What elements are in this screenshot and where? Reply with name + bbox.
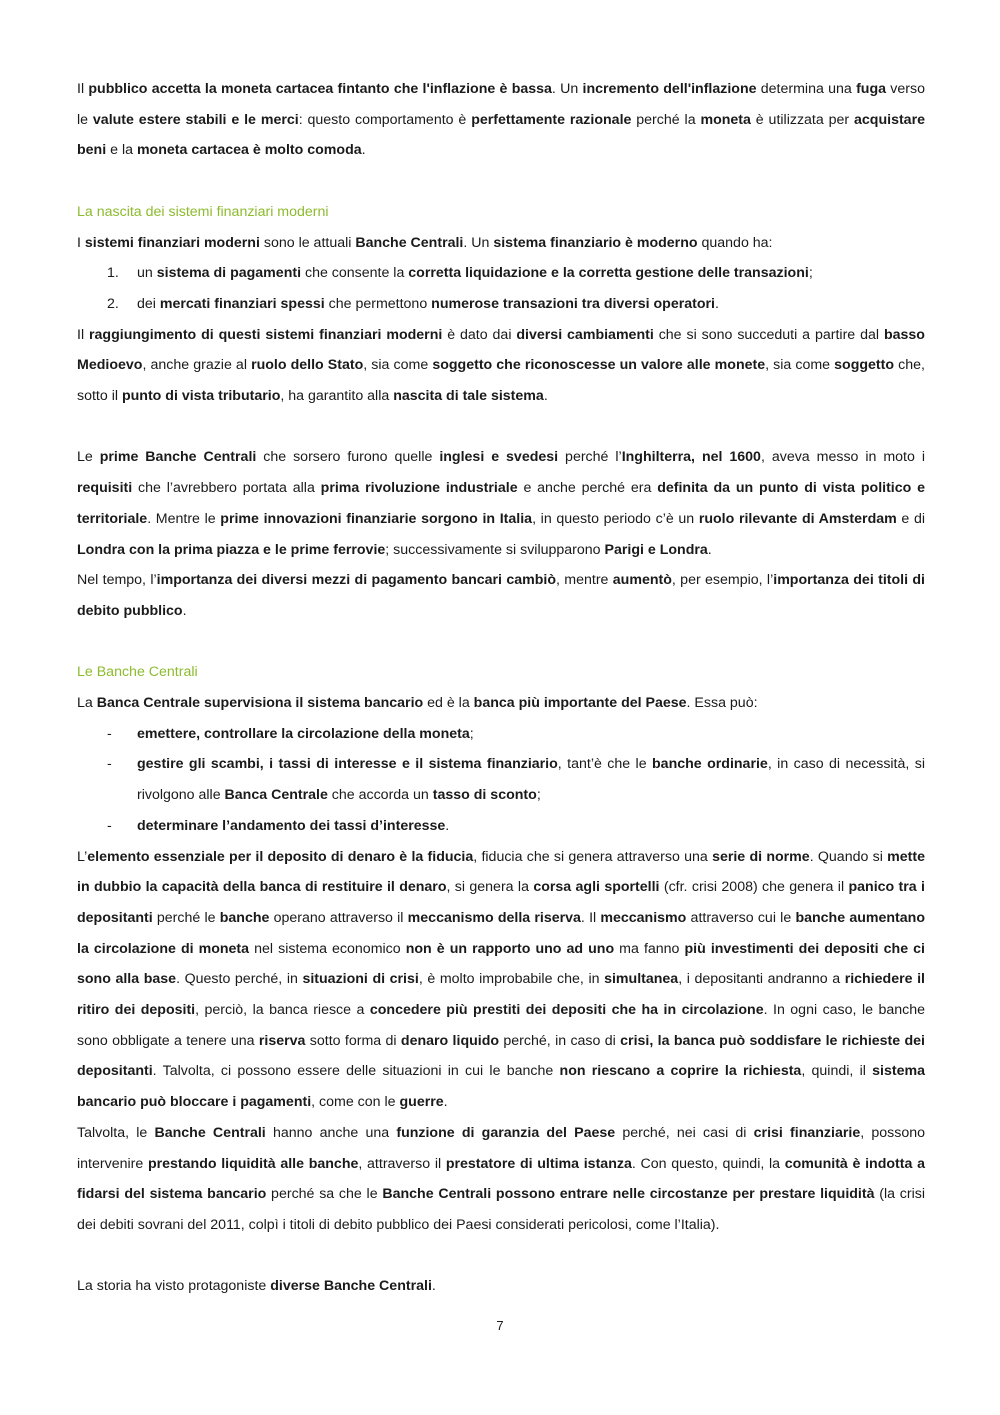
text-run: . <box>445 817 450 834</box>
list-item <box>77 719 925 750</box>
text-run: . <box>443 1094 448 1111</box>
text-run: , in questo periodo c’è un <box>532 510 699 527</box>
bold-text: corsa agli sportelli <box>533 879 660 896</box>
text-run: verso le <box>77 81 925 128</box>
list-item <box>77 289 925 320</box>
bold-text: prime innovazioni finanziarie sorgono in Italia <box>220 510 533 527</box>
bold-text: richiedere il ritiro dei depositi <box>77 971 925 1019</box>
text-run: determina una <box>756 81 857 97</box>
text-run: che consente la <box>301 265 409 282</box>
text-run: perché l’ <box>558 449 622 466</box>
list-item-text <box>137 749 925 810</box>
spacer <box>77 627 925 658</box>
bold-text: mercati finanziari spessi <box>159 295 325 312</box>
text-run: , attraverso il <box>358 1155 446 1172</box>
text-run: è utilizzata per <box>750 111 855 128</box>
text-run: ; <box>469 725 474 742</box>
document-page <box>77 74 925 1302</box>
bold-text: Banca Centrale supervisiona il sistema bancario <box>96 695 424 712</box>
bold-text: diversi cambiamenti <box>516 326 654 343</box>
bold-text: requisiti <box>77 480 133 497</box>
text-run: , fiducia che si genera attraverso una <box>473 848 713 865</box>
text-run: nel sistema economico <box>249 940 406 957</box>
bold-text: situazioni di crisi <box>302 971 419 988</box>
text-run: , aveva messo in moto i <box>760 449 925 466</box>
list-marker: 2. <box>107 295 119 312</box>
bold-text: elemento essenziale per il deposito di denaro è la fiducia <box>87 848 474 865</box>
bold-text: non riescano a coprire la richiesta <box>559 1063 802 1080</box>
page-number: 7 <box>496 1318 504 1333</box>
bold-text: ruolo dello Stato <box>251 357 364 374</box>
text-run: , perciò, la banca riesce a <box>195 1002 370 1019</box>
bold-text: banche aumentano la circolazione di moneta <box>77 909 925 957</box>
text-run: , si genera la <box>446 879 534 896</box>
text-run: . <box>361 142 366 159</box>
text-run: . Con questo, quindi, la <box>631 1155 785 1172</box>
bold-text: mette in dubbio la capacità della banca di restituire il denaro <box>77 848 925 896</box>
bold-text: moneta cartacea è molto comoda <box>136 142 362 159</box>
bold-text: funzione di garanzia del Paese <box>396 1124 616 1141</box>
text-run: , quindi, il <box>801 1063 873 1080</box>
paragraph <box>77 228 925 259</box>
bold-text: che l'inflazione è bassa <box>393 81 552 97</box>
text-run: ; <box>536 787 541 804</box>
text-run: I <box>77 234 85 251</box>
list-item <box>77 811 925 842</box>
bold-text: Londra con la prima piazza e le prime ferrovie <box>77 541 386 558</box>
bold-text: più investimenti dei depositi che ci sono alla base <box>77 940 925 988</box>
text-run: dei <box>137 295 160 312</box>
text-run: hanno anche una <box>265 1124 397 1141</box>
text-run: , sia come <box>765 357 835 374</box>
list-marker: - <box>107 756 112 773</box>
bold-text: prime Banche Centrali <box>99 449 257 466</box>
bold-text: soggetto <box>834 357 895 374</box>
text-run: ; <box>808 265 813 282</box>
bold-text: punto di vista tributario <box>121 388 281 405</box>
bold-text: ruolo rilevante di Amsterdam <box>698 510 897 527</box>
paragraph <box>77 565 925 626</box>
list-marker: - <box>107 725 112 742</box>
text-run: . <box>543 388 548 405</box>
text-run: è dato dai <box>442 326 517 343</box>
bold-text: prima rivoluzione industriale <box>320 480 518 497</box>
bold-text: banca più importante del Paese <box>473 695 687 712</box>
bold-text: diverse Banche Centrali <box>270 1278 432 1295</box>
bold-text: comunità è indotta a fidarsi del sistema bancario <box>77 1155 925 1203</box>
bold-text: corretta liquidazione e la corretta gestione delle transazioni <box>408 265 809 282</box>
bold-text: incremento dell'inflazione <box>582 81 757 97</box>
spacer <box>77 412 925 443</box>
list-marker: 1. <box>107 265 119 282</box>
text-run: Le <box>77 449 100 466</box>
bold-text: simultanea <box>604 971 679 988</box>
text-run: un <box>137 265 157 282</box>
text-run: Il <box>77 326 90 343</box>
text-run: che, sotto il <box>77 357 925 405</box>
paragraph <box>77 320 925 412</box>
bold-text: prestando liquidità alle banche <box>147 1155 359 1172</box>
paragraph <box>77 842 925 1118</box>
text-run: e di <box>896 510 925 527</box>
text-run: , per esempio, l’ <box>671 572 774 589</box>
text-run: . Il <box>580 909 601 926</box>
paragraph <box>77 688 925 719</box>
bold-text: crisi, la banca può soddisfare le richieste dei depositanti <box>77 1032 926 1080</box>
text-run: che si sono succeduti a partire dal <box>653 326 884 343</box>
spacer <box>77 1241 925 1272</box>
text-run: perché, nei casi di <box>615 1124 754 1141</box>
list-item <box>77 749 925 810</box>
list-item <box>77 258 925 289</box>
bold-text: crisi finanziarie <box>753 1124 861 1141</box>
list-item-text <box>137 811 925 842</box>
text-run: , anche grazie al <box>142 357 252 374</box>
text-run: . <box>707 541 712 558</box>
text-run: perché la <box>631 111 701 128</box>
text-run: ; successivamente si svilupparono <box>385 541 605 558</box>
bold-text: banche ordinarie <box>652 756 768 773</box>
text-run: , in caso di necessità, si rivolgono alle <box>137 756 925 804</box>
text-run: Nel tempo, l’ <box>77 572 157 589</box>
bold-text: meccanismo <box>600 909 687 926</box>
bold-text: perfettamente razionale <box>471 111 632 128</box>
bold-text: valute estere stabili e le merci <box>92 111 299 128</box>
bold-text: pubblico accetta la moneta cartacea fintanto <box>88 81 390 97</box>
bold-text: sistemi finanziari moderni <box>84 234 260 251</box>
text-run: . In ogni caso, le banche sono obbligate a tenere una <box>77 1002 925 1049</box>
bold-text: inglesi e svedesi <box>439 449 559 466</box>
text-run: , è molto improbabile che, in <box>418 971 605 988</box>
text-run: perché le <box>152 909 220 926</box>
bold-text: acquistare beni <box>77 111 925 159</box>
paragraph <box>77 1271 925 1302</box>
paragraph <box>77 74 925 166</box>
bold-text: meccanismo della riserva <box>407 909 581 926</box>
text-run: La <box>77 695 97 712</box>
text-run: (cfr. crisi 2008) che genera il <box>659 879 849 896</box>
text-run: perché, in caso di <box>499 1032 621 1049</box>
text-run: . Essa può: <box>686 695 758 712</box>
bold-text: Inghilterra, nel 1600 <box>621 449 761 466</box>
text-run: . Un <box>463 234 494 251</box>
section-heading: Le Banche Centrali <box>77 664 198 681</box>
list-item-text <box>137 719 925 750</box>
list-item-text <box>137 258 925 289</box>
bold-text: gestire gli scambi, i tassi di interesse e il sistema finanziario <box>137 756 558 773</box>
text-run: L’ <box>77 848 88 865</box>
bold-text: raggiungimento di questi sistemi finanziari moderni <box>89 326 443 343</box>
bold-text: tasso di sconto <box>432 787 537 804</box>
bold-text: serie di norme <box>712 848 810 865</box>
bold-text: panico tra i depositanti <box>77 879 925 926</box>
text-run: . <box>715 295 719 312</box>
text-run: , come con le <box>311 1094 400 1111</box>
text-run: sotto forma di <box>305 1032 401 1049</box>
bold-text: Banche Centrali <box>154 1124 266 1141</box>
bold-text: denaro liquido <box>400 1032 500 1049</box>
text-run: perché sa che le <box>266 1186 383 1203</box>
bold-text: definita da un punto di vista politico e territoriale <box>77 480 926 527</box>
dash-list <box>77 719 925 842</box>
list-item-text <box>137 289 925 320</box>
text-run: Talvolta, le <box>77 1124 155 1141</box>
text-run: sono le attuali <box>259 234 356 251</box>
text-run: e anche perché era <box>517 480 658 497</box>
text-run: . <box>182 602 187 619</box>
paragraph <box>77 442 925 565</box>
bold-text: emettere, controllare la circolazione della moneta <box>137 725 470 742</box>
text-run: . Un <box>551 81 583 97</box>
bold-text: aumentò <box>612 572 672 589</box>
text-run: . Mentre le <box>147 510 221 527</box>
text-run: , sia come <box>363 357 433 374</box>
bold-text: moneta <box>700 111 751 128</box>
text-run: . Quando si <box>809 848 888 865</box>
spacer <box>77 166 925 197</box>
bold-text: banche <box>219 909 270 926</box>
bold-text: concedere più prestiti dei depositi che ha in circolazione <box>369 1002 764 1019</box>
bold-text: fuga <box>856 81 887 97</box>
text-run: . Talvolta, ci possono essere delle situazioni in cui le banche <box>152 1063 560 1080</box>
text-run: : questo comportamento è <box>298 111 472 128</box>
text-run: quando ha: <box>697 234 773 251</box>
bold-text: basso Medioevo <box>77 326 925 374</box>
text-run: Il <box>77 81 89 97</box>
text-run: (la crisi dei debiti sovrani del 2011, colpì i titoli di debito pubblico dei Paesi considerati pericolosi, come l’Italia). <box>77 1186 925 1233</box>
text-run: ma fanno <box>614 940 685 957</box>
bold-text: sistema bancario può bloccare i pagamenti <box>77 1063 925 1111</box>
bold-text: Parigi e Londra <box>604 541 708 558</box>
bold-text: sistema di pagamenti <box>156 265 302 282</box>
text-run: La storia ha visto protagoniste <box>77 1278 271 1295</box>
text-run: . Questo perché, in <box>176 971 303 988</box>
text-run: , tant’è che le <box>557 756 653 773</box>
text-run: che accorda un <box>327 787 433 804</box>
text-run: ed è la <box>423 695 474 712</box>
numbered-list <box>77 258 925 319</box>
text-run: , i depositanti andranno a <box>678 971 845 988</box>
text-run: . <box>431 1278 436 1295</box>
bold-text: numerose transazioni tra diversi operatori <box>431 295 715 312</box>
bold-text: riserva <box>258 1032 306 1049</box>
bold-text: soggetto che riconoscesse un valore alle monete <box>432 357 766 374</box>
bold-text: Banca Centrale <box>224 787 328 804</box>
text-run: , mentre <box>556 572 613 589</box>
text-run: , ha garantito alla <box>280 388 394 405</box>
bold-text: Banche Centrali possono entrare nelle circostanze per prestare liquidità <box>382 1186 875 1203</box>
bold-text: sistema finanziario è moderno <box>493 234 698 251</box>
text-run: operano attraverso il <box>269 909 408 926</box>
list-marker: - <box>107 817 112 834</box>
bold-text: Banche Centrali <box>355 234 464 251</box>
text-run: che sorsero furono quelle <box>256 449 440 466</box>
text-run: attraverso cui le <box>686 909 796 926</box>
bold-text: prestatore di ultima istanza <box>445 1155 632 1172</box>
bold-text: determinare l’andamento dei tassi d’interesse <box>137 817 446 834</box>
bold-text: non è un rapporto uno ad uno <box>405 940 615 957</box>
bold-text: importanza dei titoli di debito pubblico <box>77 572 925 619</box>
bold-text: guerre <box>399 1094 444 1111</box>
text-run: , possono intervenire <box>77 1124 925 1172</box>
text-run: e la <box>106 142 137 159</box>
bold-text: nascita di tale sistema <box>393 388 544 405</box>
paragraph <box>77 1118 925 1241</box>
text-run: che l’avrebbero portata alla <box>132 480 321 497</box>
bold-text: importanza dei diversi mezzi di pagamento bancari cambiò <box>156 572 556 589</box>
text-run: che permettono <box>324 295 432 312</box>
section-heading: La nascita dei sistemi finanziari moderni <box>77 203 329 220</box>
